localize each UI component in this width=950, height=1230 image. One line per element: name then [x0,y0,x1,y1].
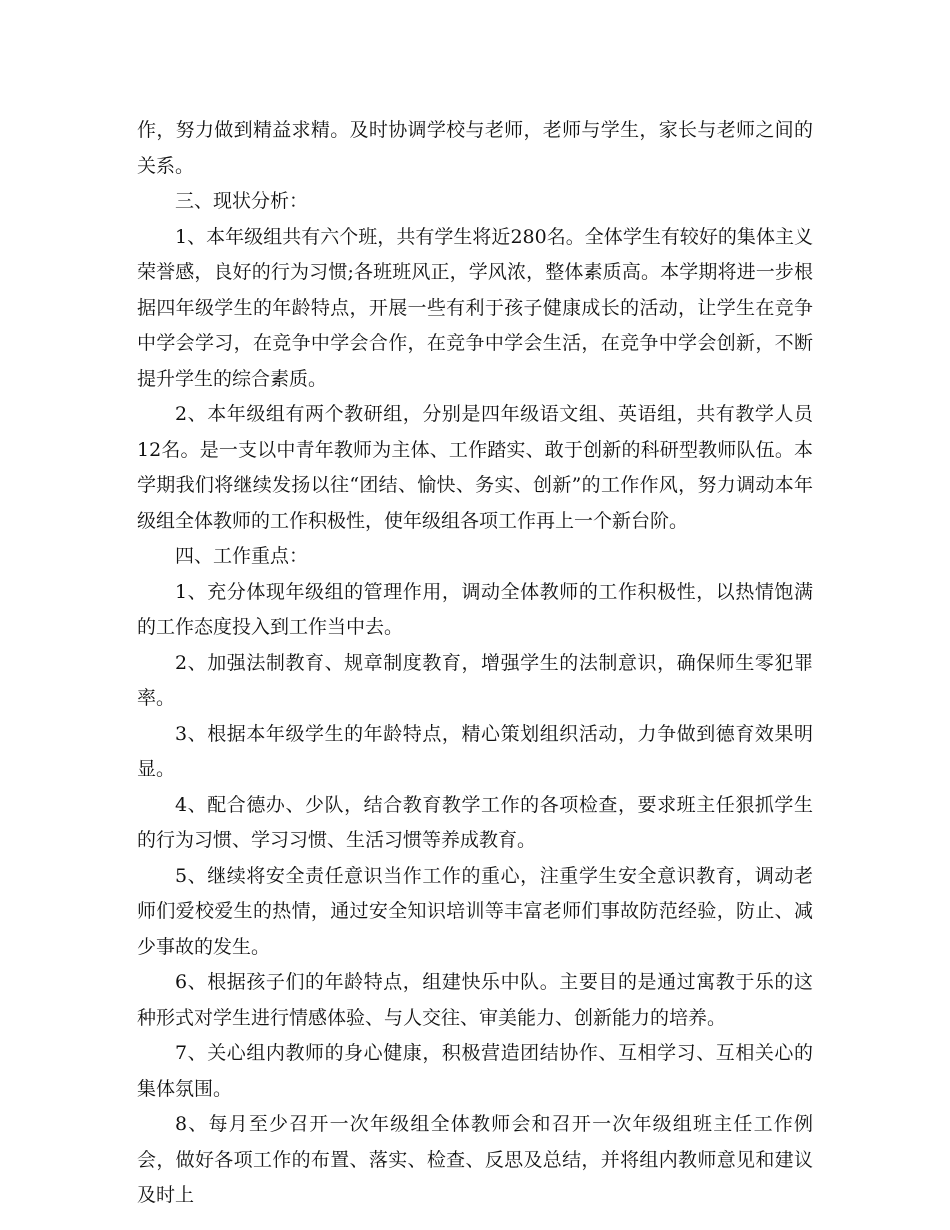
paragraph-focus-7: 7、关心组内教师的身心健康，积极营造团结协作、互相学习、互相关心的集体氛围。 [137,1042,813,1100]
paragraph-continuation: 作，努力做到精益求精。及时协调学校与老师，老师与学生，家长与老师之间的关系。 [137,119,813,177]
paragraph-focus-2: 2、加强法制教育、规章制度教育，增强学生的法制意识，确保师生零犯罪率。 [137,651,813,709]
paragraph-focus-1: 1、充分体现年级组的管理作用，调动全体教师的工作积极性，以热情饱满的工作态度投入到工作当中去。 [137,580,813,638]
paragraph-focus-4: 4、配合德办、少队，结合教育教学工作的各项检查，要求班主任狠抓学生的行为习惯、学习习惯、生活习惯等养成教育。 [137,793,813,851]
paragraph-focus-3: 3、根据本年级学生的年龄特点，精心策划组织活动，力争做到德育效果明显。 [137,722,813,780]
paragraph-focus-5: 5、继续将安全责任意识当作工作的重心，注重学生安全意识教育，调动老师们爱校爱生的热情，通过安全知识培训等丰富老师们事故防范经验，防止、减少事故的发生。 [137,864,813,958]
section-heading-status-analysis: 三、现状分析： [175,190,309,212]
paragraph-focus-8: 8、每月至少召开一次年级组全体教师会和召开一次年级组班主任工作例会，做好各项工作的布置、落实、检查、反思及总结，并将组内教师意见和建议及时上 [137,1113,813,1206]
document-body [137,113,813,1214]
paragraph-status-1: 1、本年级组共有六个班，共有学生将近280名。全体学生有较好的集体主义荣誉感，良好的行为习惯;各班班风正，学风浓，整体素质高。本学期将进一步根据四年级学生的年龄特点，开展一些有利于孩子健康成长的活动，让学生在竞争中学会学习，在竞争中学会合作，在竞争中学会生活，在竞争中学会创新，不断提升学生的综合素质。 [137,225,813,390]
paragraph-focus-6: 6、根据孩子们的年龄特点，组建快乐中队。主要目的是通过寓教于乐的这种形式对学生进行情感体验、与人交往、审美能力、创新能力的培养。 [137,971,813,1029]
section-heading-work-focus: 四、工作重点： [175,545,309,567]
paragraph-status-2: 2、本年级组有两个教研组，分别是四年级语文组、英语组，共有教学人员12名。是一支以中青年教师为主体、工作踏实、敢于创新的科研型教师队伍。本学期我们将继续发扬以往“团结、愉快、务实、创新”的工作作风，努力调动本年级组全体教师的工作积极性，使年级组各项工作再上一个新台阶。 [137,403,813,532]
